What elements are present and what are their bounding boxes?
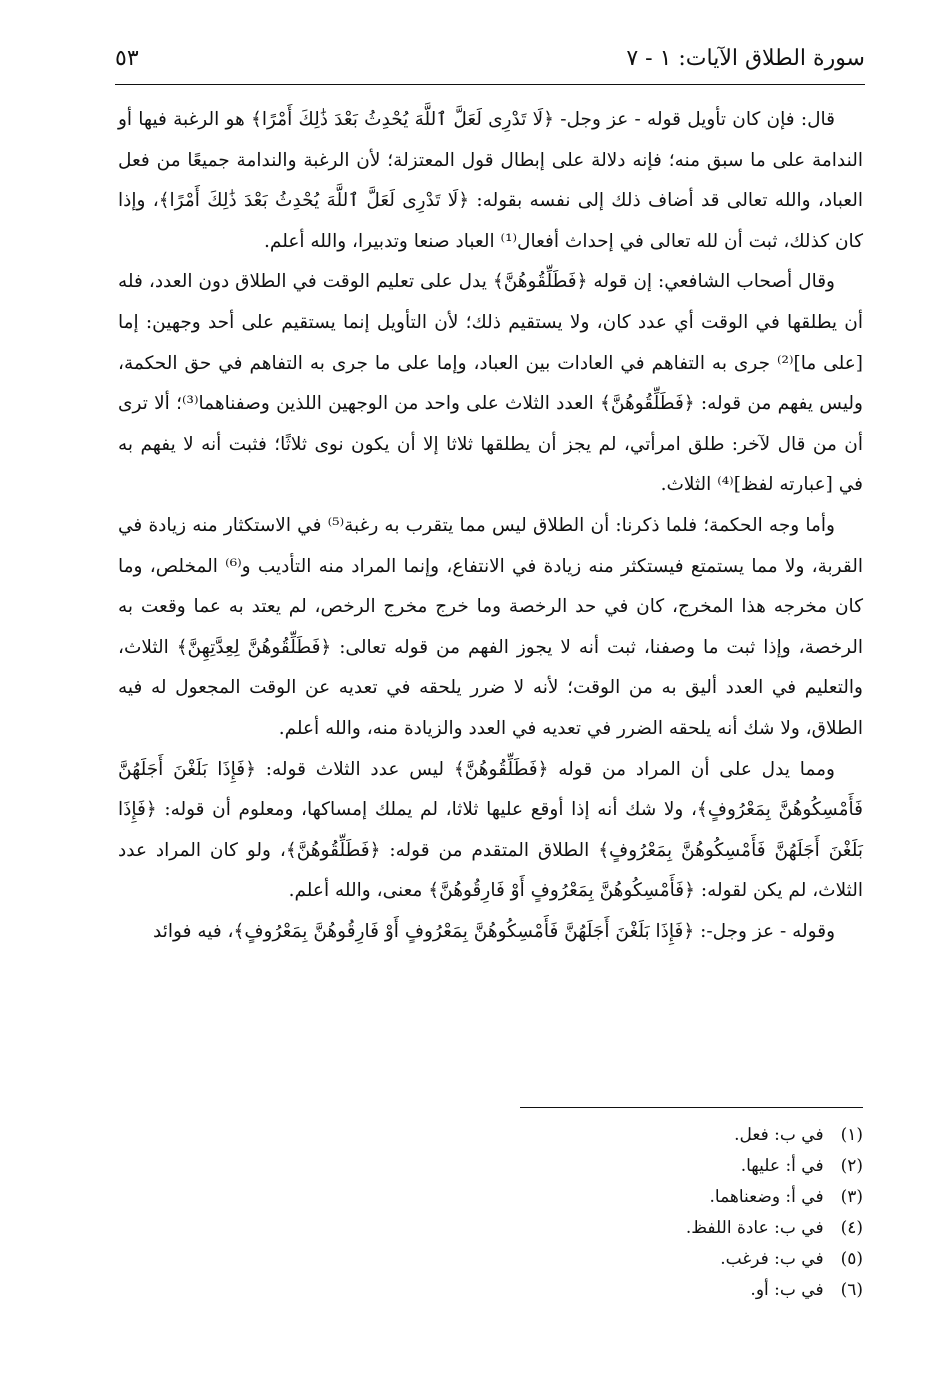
page-header bbox=[115, 40, 865, 84]
footnote-item bbox=[463, 1275, 863, 1306]
footnote-number: (٦) bbox=[840, 1280, 863, 1300]
body-text bbox=[118, 100, 863, 952]
footnote-divider bbox=[520, 1107, 863, 1108]
paragraph-1: قال: فإن كان تأويل قوله - عز وجل- ﴿لَا تَدْرِى لَعَلَّ ٱللَّهَ يُحْدِثُ بَعْدَ ذَٰلِكَ أَمْرًا﴾ هو الرغبة فيها أو الندامة على ما سبق منه؛ فإنه دلالة على إبطال قول المعتزلة؛ لأن الرغبة والندامة جميعًا من فعل العباد، والله تعالى قد أضاف ذلك إلى نفسه بقوله: ﴿لَا تَدْرِى لَعَلَّ ٱللَّهَ يُحْدِثُ بَعْدَ ذَٰلِكَ أَمْرًا﴾، وإذا كان كذلك، ثبت أن لله تعالى في إحداث أفعال⁽¹⁾ العباد صنعا وتدبيرا، والله أعلم. bbox=[118, 109, 863, 252]
paragraph-4: ومما يدل على أن المراد من قوله ﴿فَطَلِّقُوهُنَّ﴾ ليس عدد الثلاث قوله: ﴿فَإِذَا بَلَغْنَ أَجَلَهُنَّ فَأَمْسِكُوهُنَّ بِمَعْرُوفٍ﴾، ولا شك أنه إذا أوقع عليها ثلاثا، لم يملك إمساكها، ومعلوم أن قوله: ﴿فَإِذَا بَلَغْنَ أَجَلَهُنَّ فَأَمْسِكُوهُنَّ بِمَعْرُوفٍ﴾ الطلاق المتقدم من قوله: ﴿فَطَلِّقُوهُنَّ﴾، ولو كان المراد عدد الثلاث، لم يكن لقوله: ﴿فَأَمْسِكُوهُنَّ بِمَعْرُوفٍ أَوْ فَارِقُوهُنَّ﴾ معنى، والله أعلم. bbox=[118, 758, 863, 902]
footnote-text: في ب: أو. bbox=[750, 1280, 824, 1300]
footnote-number: (٢) bbox=[840, 1156, 863, 1176]
footnote-number: (١) bbox=[840, 1125, 863, 1145]
footnote-item bbox=[463, 1244, 863, 1275]
paragraph-5: وقوله - عز وجل-: ﴿فَإِذَا بَلَغْنَ أَجَلَهُنَّ فَأَمْسِكُوهُنَّ بِمَعْرُوفٍ أَوْ فَارِقُوهُنَّ بِمَعْرُوفٍ﴾، فيه فوائد bbox=[153, 920, 835, 942]
footnote-text: في أ: وضعناهما. bbox=[709, 1187, 824, 1207]
footnote-number: (٣) bbox=[840, 1187, 863, 1207]
footnote-text: في ب: عادة اللفظ. bbox=[685, 1218, 824, 1238]
paragraph-2: وقال أصحاب الشافعي: إن قوله ﴿فَطَلِّقُوهُنَّ﴾ يدل على تعليم الوقت في الطلاق دون العدد، فله أن يطلقها في الوقت أي عدد كان، ولا يستقيم ذلك؛ لأن التأويل إنما يستقيم على أحد وجهين: إما [على ما]⁽²⁾ جرى به التفاهم في العادات بين العباد، وإما على ما جرى به التفاهم في حق الحكمة، وليس يفهم من قوله: ﴿فَطَلِّقُوهُنَّ﴾ العدد الثلاث على واحد من الوجهين اللذين وصفناهما⁽³⁾؛ ألا ترى أن من قال لآخر: طلق امرأتي، لم يجز أن يطلقها ثلاثا إلا أن يكون نوى ثلاثًا؛ فثبت أنه لا يفهم به في [عبارته لفظ]⁽⁴⁾ الثلاث. bbox=[118, 271, 863, 496]
paragraph-3: وأما وجه الحكمة؛ فلما ذكرنا: أن الطلاق ليس مما يتقرب به رغبة⁽⁵⁾ في الاستكثار منه زيادة في القربة، ولا مما يستمتع فيستكثر منه زيادة في الانتفاع، وإنما المراد منه التأديب و⁽⁶⁾ المخلص، وما كان مخرجه هذا المخرج، كان في حد الرخصة وما خرج مخرج الرخص، لم يعتد به عما وقعت به الرخصة، وإذا ثبت ما وصفنا، ثبت أنه لا يجوز الفهم من قوله تعالى: ﴿فَطَلِّقُوهُنَّ لِعِدَّتِهِنَّ﴾ الثلاث، والتعليم في العدد أليق به من الوقت؛ لأنه لا ضرر يلحقه في تعديه عن الوقت المجعول له فيه الطلاق، ولا شك أنه يلحقه الضرر في تعديه في العدد والزيادة منه، والله أعلم. bbox=[118, 514, 864, 739]
footnote-text: في أ: عليها. bbox=[740, 1156, 824, 1176]
header-rule bbox=[115, 84, 865, 85]
footnote-number: (٥) bbox=[840, 1249, 863, 1269]
footnote-number: (٤) bbox=[840, 1218, 863, 1238]
footnote-item bbox=[463, 1213, 863, 1244]
footnote-text: في ب: فعل. bbox=[734, 1125, 824, 1145]
footnote-text: في ب: فرغب. bbox=[720, 1249, 824, 1269]
running-title: سورة الطلاق الآيات: ١ - ٧ bbox=[626, 46, 865, 71]
footnote-item bbox=[463, 1120, 863, 1151]
footnote-item bbox=[463, 1182, 863, 1213]
page-number: ٥٣ bbox=[115, 46, 139, 71]
footnote-item bbox=[463, 1151, 863, 1182]
footnotes bbox=[463, 1120, 863, 1306]
